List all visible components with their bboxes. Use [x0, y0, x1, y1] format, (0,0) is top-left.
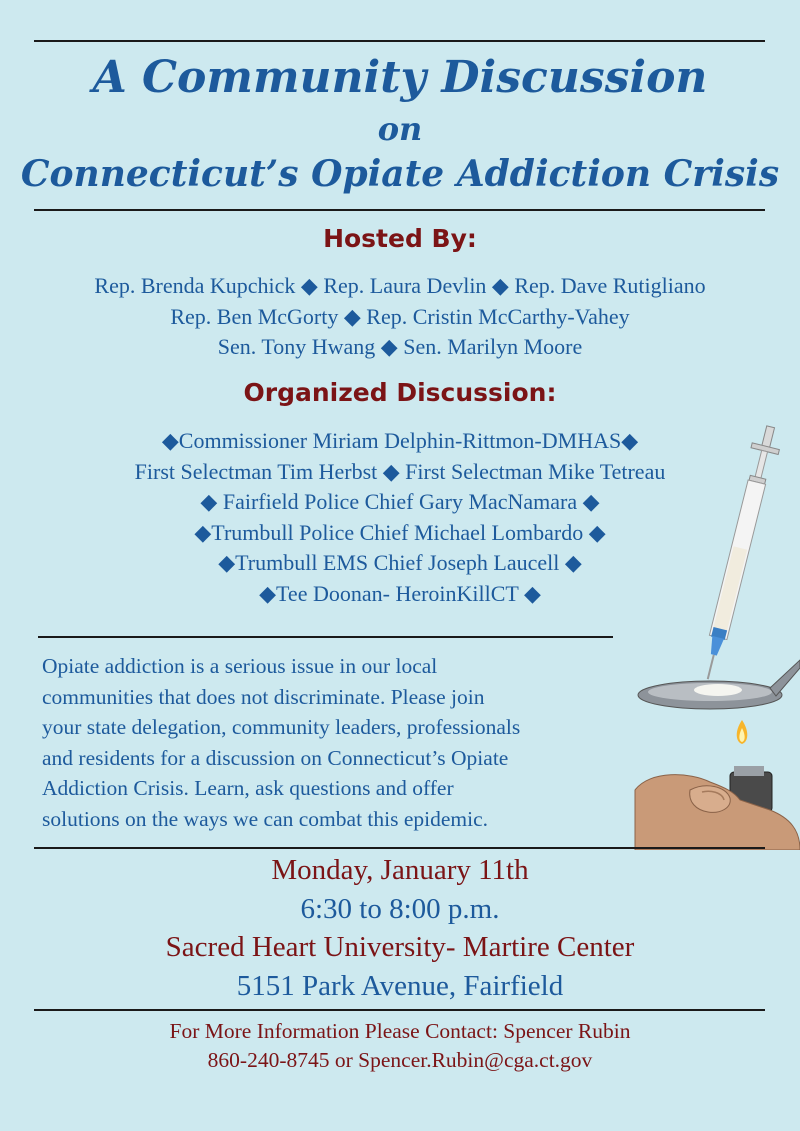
organized-line: ◆Commissioner Miriam Delphin-Rittmon-DMHAS◆ — [161, 428, 639, 453]
description-line: and residents for a discussion on Connecticut’s Opiate — [42, 745, 509, 770]
description-rule — [38, 636, 613, 638]
title-rule — [34, 209, 765, 211]
event-address: 5151 Park Avenue, Fairfield — [236, 969, 564, 1002]
hosted-heading: Hosted By: — [323, 224, 477, 253]
description-line: solutions on the ways we can combat this epidemic. — [42, 806, 489, 831]
hosted-line: Rep. Ben McGorty ◆ Rep. Cristin McCarthy-Vahey — [170, 303, 630, 329]
title-line-1: A Community Discussion — [92, 52, 708, 103]
organized-heading: Organized Discussion: — [243, 378, 557, 407]
contact-rule — [34, 1009, 765, 1011]
organized-line: ◆Trumbull Police Chief Michael Lombardo ◆ — [194, 519, 606, 545]
event-date: Monday, January 11th — [271, 854, 529, 886]
hosted-line: Rep. Brenda Kupchick ◆ Rep. Laura Devlin ◆ Rep. Dave Rutigliano — [94, 273, 706, 298]
event-rule — [34, 847, 765, 849]
hosted-line: Sen. Tony Hwang ◆ Sen. Marilyn Moore — [217, 334, 583, 359]
description-line: communities that does not discriminate. Please join — [42, 684, 485, 709]
description-paragraph — [42, 651, 622, 835]
description-line: Opiate addiction is a serious issue in our local — [42, 654, 438, 678]
organized-line: First Selectman Tim Herbst ◆ First Selectman Mike Tetreau — [134, 458, 666, 484]
contact-line-2: 860-240-8745 or Spencer.Rubin@cga.ct.gov — [207, 1048, 593, 1072]
syringe-spoon-lighter-icon — [630, 420, 800, 850]
event-time: 6:30 to 8:00 p.m. — [300, 892, 500, 925]
event-venue: Sacred Heart University- Martire Center — [165, 931, 635, 963]
description-line: your state delegation, community leaders, professionals — [42, 715, 521, 740]
title-line-3: Connecticut’s Opiate Addiction Crisis — [20, 153, 780, 195]
organized-line: ◆ Fairfield Police Chief Gary MacNamara ◆ — [200, 489, 600, 514]
contact-line-1: For More Information Please Contact: Spencer Rubin — [169, 1019, 631, 1043]
organized-line: ◆Tee Doonan- HeroinKillCT ◆ — [259, 580, 541, 606]
top-rule — [34, 40, 765, 42]
description-line: Addiction Crisis. Learn, ask questions and offer — [42, 776, 454, 801]
organized-line: ◆Trumbull EMS Chief Joseph Laucell ◆ — [218, 550, 582, 575]
event-details — [0, 851, 800, 1005]
hosted-list — [0, 271, 800, 363]
contact-info — [0, 1017, 800, 1075]
title-line-2: on — [377, 110, 423, 148]
